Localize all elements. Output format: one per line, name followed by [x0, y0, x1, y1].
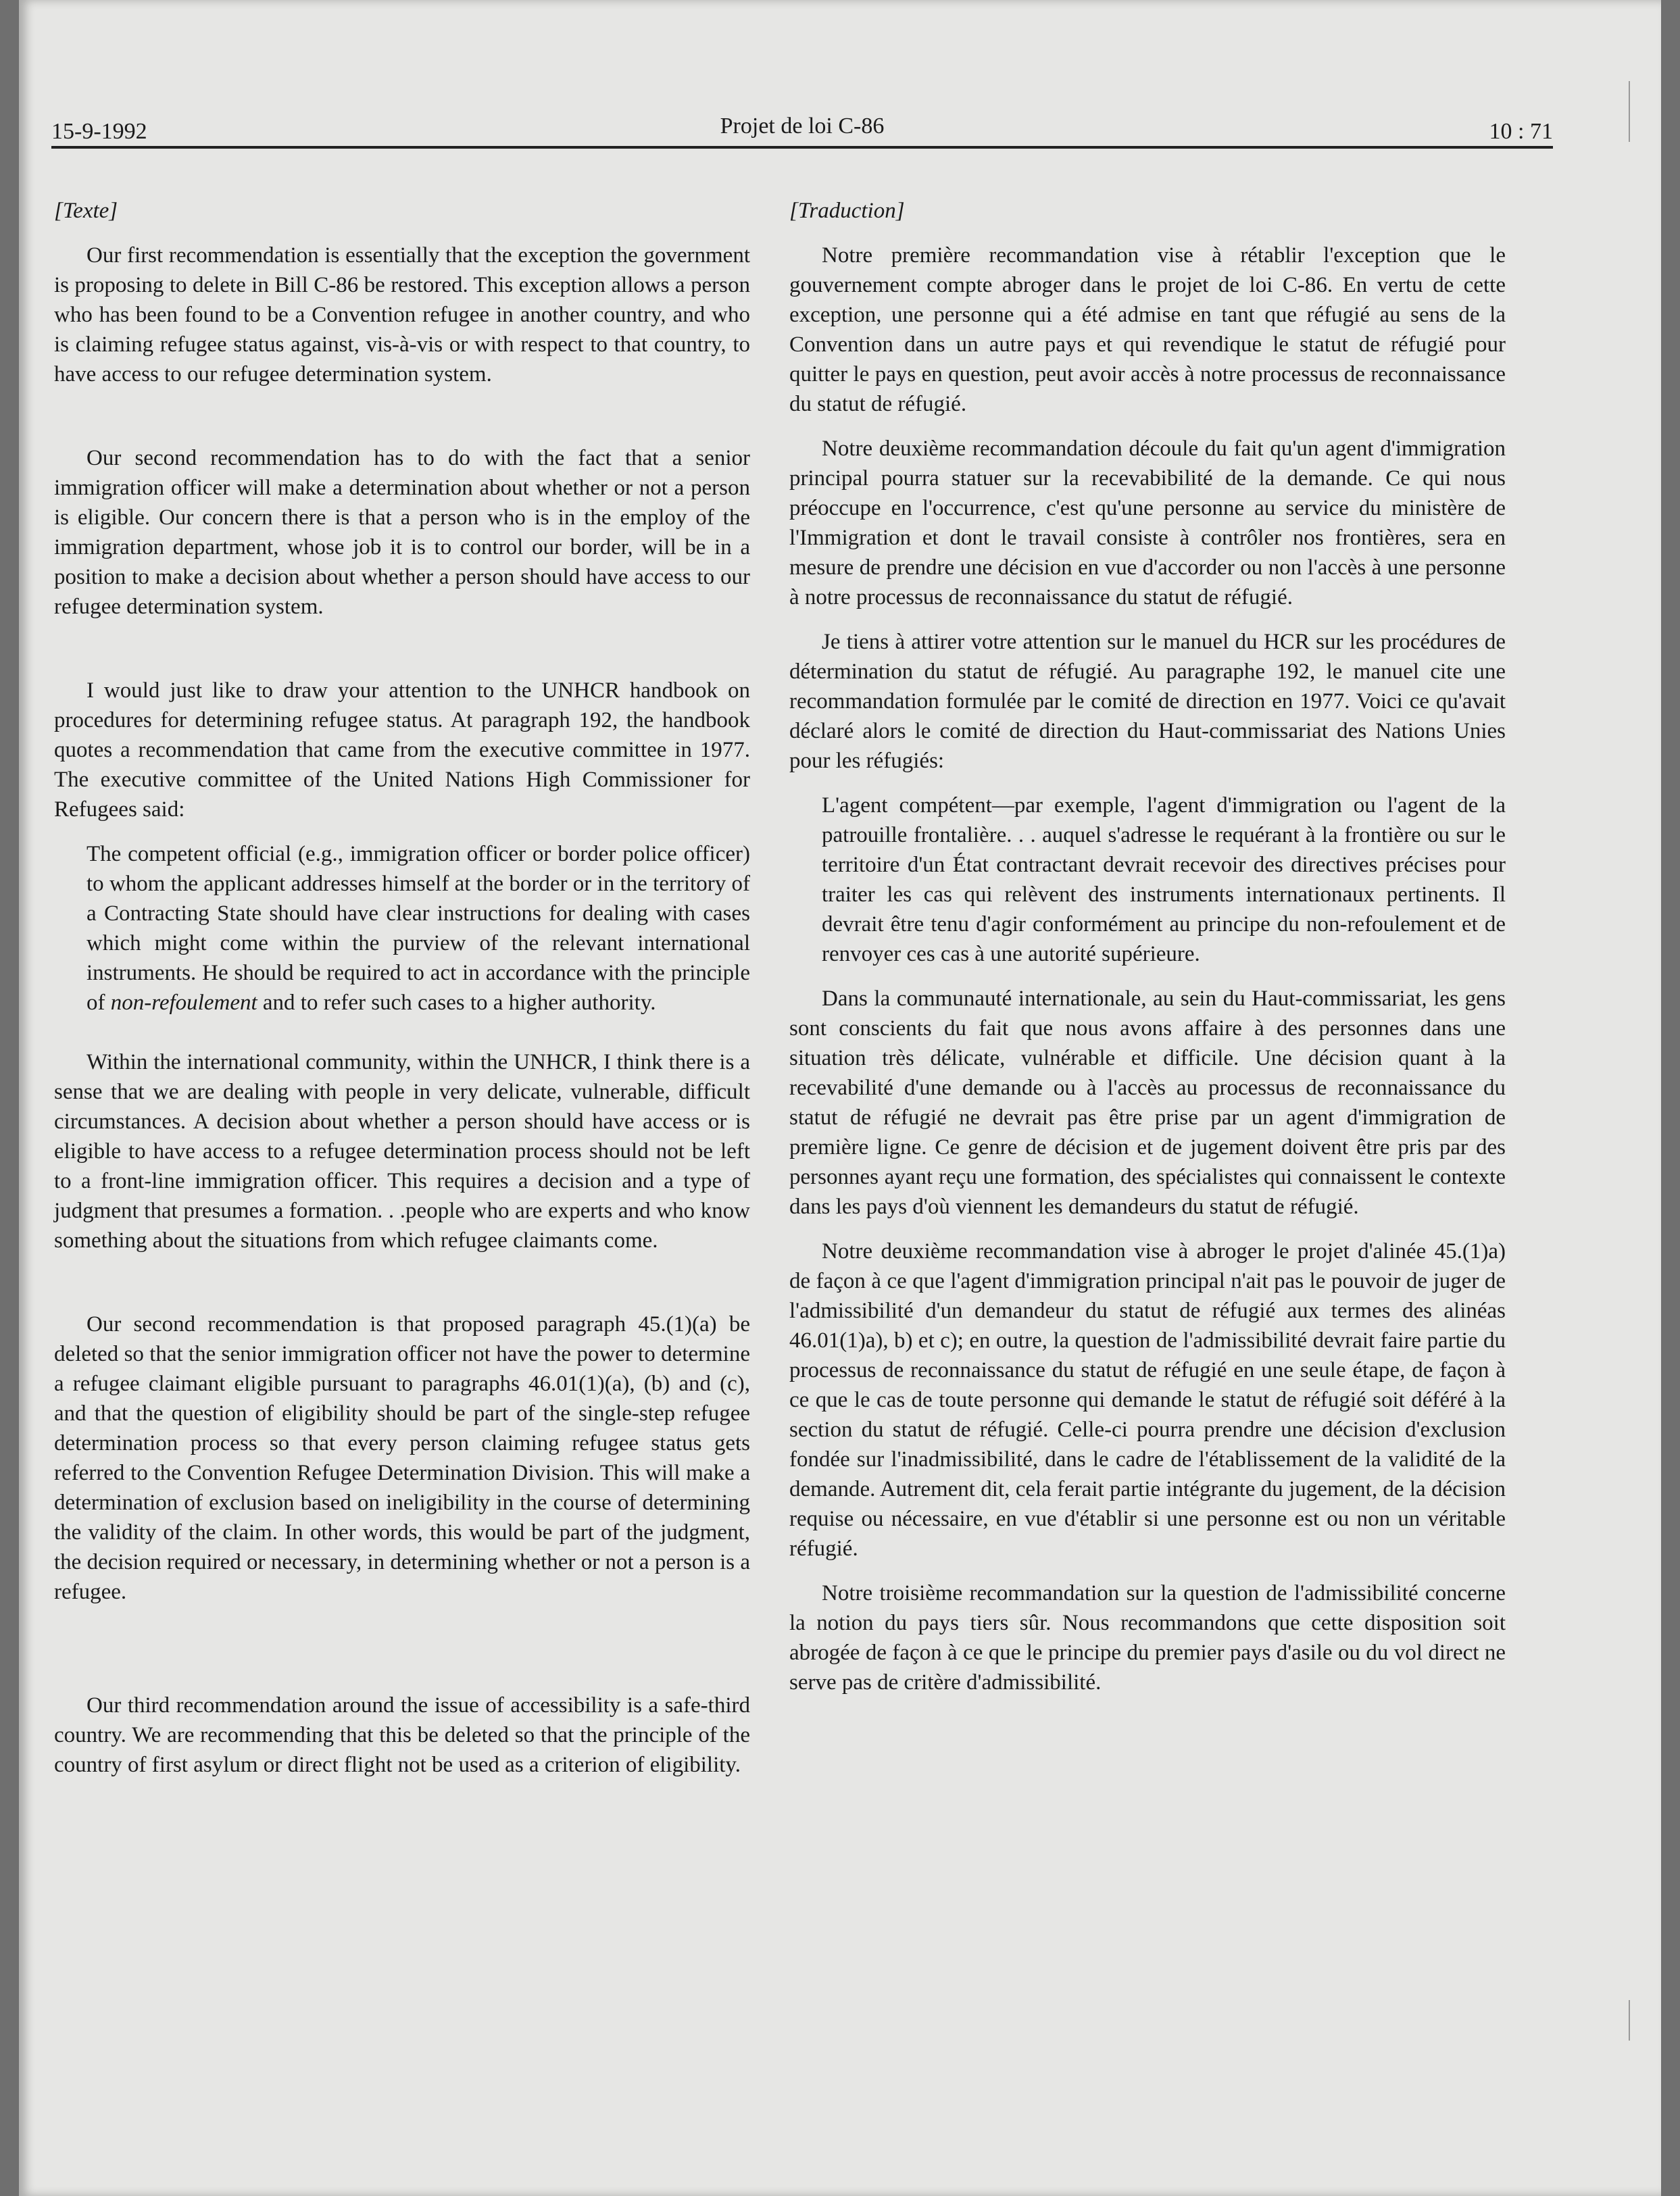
paragraph: Notre première recommandation vise à rétablir l'exception que le gouvernement compte abroger dans le projet de loi C-86. En vertu de cette exception, une personne qui a été admise en tant que réfugié au sens de la Convention dans un autre pays et qui revendique le statut de réfugié pour quitter le pays en question, peut avoir accès à notre processus de reconnaissance du statut de réfugié.	[789, 243, 1506, 416]
french-column	[789, 196, 1506, 1697]
page-header	[51, 101, 1553, 149]
header-title: Projet de loi C-86	[720, 114, 885, 139]
header-rule	[51, 146, 1553, 149]
paragraph: Our second recommendation has to do with the fact that a senior immigration officer will make a determination about whether or not a person is eligible. Our concern there is that a person who is in the employ of the immigration department, whose job it is to control our border, will be in a position to make a decision about whether a person should have access to our refugee determination system.	[54, 446, 750, 619]
paragraph: Within the international community, within the UNHCR, I think there is a sense that we are dealing with people in very delicate, vulnerable, difficult circumstances. A decision about whether a person should have access or is eligible to have access to a refugee determination process should not be left to a front-line immigration officer. This requires a decision and a type of judgment that presumes a formation. . .people who are experts and who know something about the situations from which refugee claimants come.	[54, 1050, 750, 1253]
translation-tag: [Traduction]	[789, 199, 905, 223]
paragraph: Notre deuxième recommandation découle du fait qu'un agent d'immigration principal pourra statuer sur la recevabibilité de la demande. Ce qui nous préoccupe en l'occurrence, c'est qu'une personne au service du ministère de l'Immigration et dont le travail consiste à contrôler nos frontières, sera en mesure de prendre une décision en vue d'accorder ou non l'accès à une personne à notre processus de reconnaissance du statut de réfugié.	[789, 436, 1506, 609]
text-tag: [Texte]	[54, 199, 118, 223]
emphasis: non-refoulement	[110, 991, 257, 1015]
paragraph: Je tiens à attirer votre attention sur le manuel du HCR sur les procédures de détermination du statut de réfugié. Au paragraphe 192, le manuel cite une recommandation formulée par le comité de direction en 1977. Voici ce qu'avait déclaré alors le comité de direction du Haut-commissariat des Nations Unies pour les réfugiés:	[789, 630, 1506, 773]
paragraph: Our third recommendation around the issue of accessibility is a safe-third country. We are recommending that this be deleted so that the principle of the country of first asylum or direct flight not be used as a criterion of eligibility.	[54, 1693, 750, 1777]
header-page-number: 10 : 71	[1489, 119, 1553, 144]
paragraph: Dans la communauté internationale, au sein du Haut-commissariat, les gens sont conscients du fait que nous avons affaire à des personnes dans une situation très délicate, vulnérable et difficile. Une décision quant à la recevabilité d'une demande ou à l'accès au processus de reconnaissance du statut de réfugié ne devrait pas être prise par un agent d'immigration de première ligne. Ce genre de décision et de jugement doivent être pris par des personnes ayant reçu une formation, des spécialistes qui connaissent le contexte dans les pays d'où viennent les demandeurs du statut de réfugié.	[789, 987, 1506, 1219]
header-date: 15-9-1992	[51, 119, 147, 144]
paragraph: Notre deuxième recommandation vise à abroger le projet d'alinée 45.(1)a) de façon à ce que l'agent d'immigration principal n'ait pas le pouvoir de juger de l'admissibilité d'un demandeur du statut de réfugié aux termes des alinéas 46.01(1)a), b) et c); en outre, la question de l'admissibilité devrait faire partie du processus de reconnaissance du statut de réfugié en une seule étape, de façon à ce que le cas de toute personne qui demande le statut de réfugié soit déféré à la section du statut de réfugié. Celle-ci pourra prendre une décision d'exclusion fondée sur l'inadmissibilité, dans le cadre de l'établissement de la validité de la demande. Autrement dit, cela ferait partie intégrante du jugement, de la décision requise ou nécessaire, en vue d'établir si une personne est ou non un véritable réfugié.	[789, 1239, 1506, 1561]
paragraph: Our second recommendation is that proposed paragraph 45.(1)(a) be deleted so that the senior immigration officer not have the power to determine a refugee claimant eligible pursuant to paragraphs 46.01(1)(a), (b) and (c), and that the question of eligibility should be part of the single-step refugee determination process so that every person claiming refugee status gets referred to the Convention Refugee Determination Division. This will make a determination of exclusion based on ineligibility in the course of determining the validity of the claim. In other words, this would be part of the judgment, the decision required or necessary, in determining whether or not a person is a refugee.	[54, 1312, 750, 1604]
english-column	[54, 196, 750, 1780]
paragraph: I would just like to draw your attention to the UNHCR handbook on procedures for determining refugee status. At paragraph 192, the handbook quotes a recommendation that came from the executive committee in 1977. The executive committee of the United Nations High Commissioner for Refugees said:	[54, 678, 750, 822]
margin-mark	[1629, 81, 1630, 142]
document-page	[19, 0, 1661, 2196]
margin-mark	[1629, 2000, 1630, 2041]
block-quote: The competent official (e.g., immigration officer or border police officer) to whom the applicant addresses himself at the border or in the territory of a Contracting State should have clear instructions for dealing with cases which might come within the purview of the relevant international instruments. He should be required to act in accordance with the principle of non-refoulement and to refer such cases to a higher authority.	[87, 842, 750, 1015]
paragraph: Notre troisième recommandation sur la question de l'admissibilité concerne la notion du pays tiers sûr. Nous recommandons que cette disposition soit abrogée de façon à ce que le principe du premier pays d'asile ou du vol direct ne serve pas de critère d'admissibilité.	[789, 1581, 1506, 1695]
paragraph: Our first recommendation is essentially that the exception the government is proposing to delete in Bill C-86 be restored. This exception allows a person who has been found to be a Convention refugee in another country, and who is claiming refugee status against, vis-à-vis or with respect to that country, to have access to our refugee determination system.	[54, 243, 750, 386]
block-quote: L'agent compétent—par exemple, l'agent d'immigration ou l'agent de la patrouille frontalière. . . auquel s'adresse le requérant à la frontière ou sur le territoire d'un État contractant devrait recevoir des directives précises pour traiter les cas qui relèvent des instruments internationaux pertinents. Il devrait être tenu d'agir conformément au principe du non-refoulement et de renvoyer ces cas à une autorité supérieure.	[822, 793, 1506, 966]
